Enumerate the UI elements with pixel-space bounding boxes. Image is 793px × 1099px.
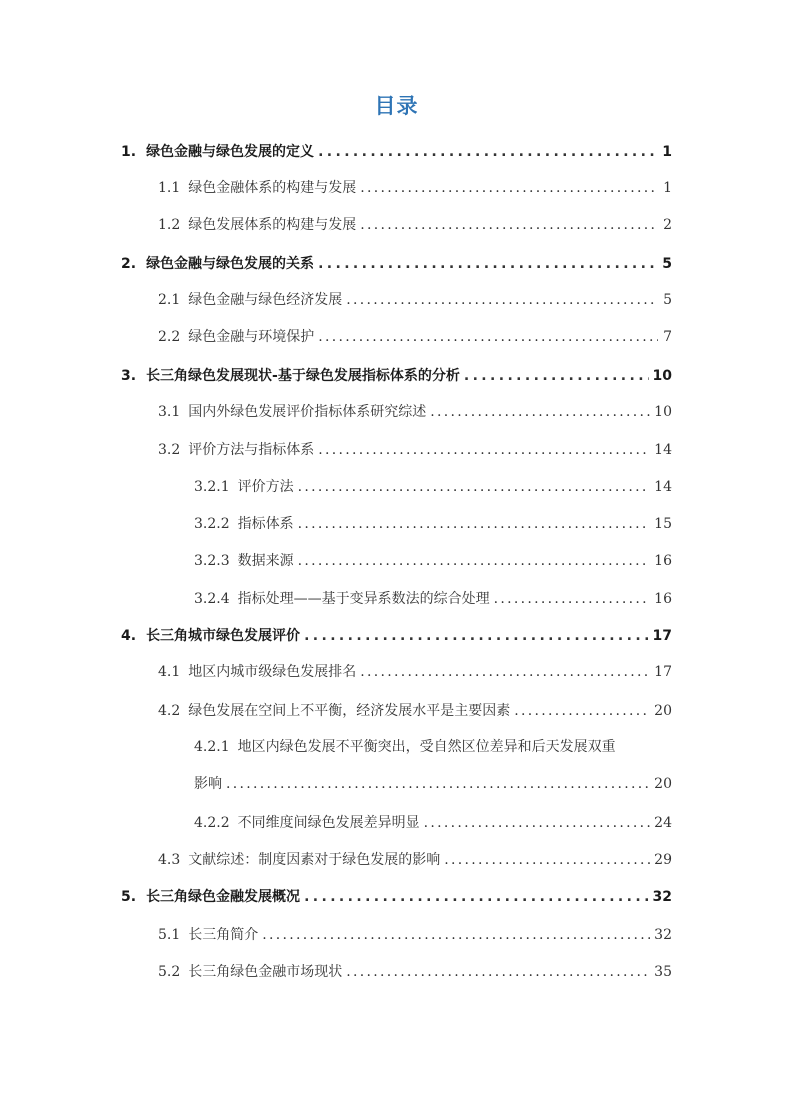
- toc-number: 4.: [121, 628, 137, 644]
- toc-number: 2.: [121, 256, 137, 272]
- toc-text: 绿色发展在空间上不平衡，经济发展水平是主要因素: [188, 703, 511, 719]
- toc-text: 评价方法: [237, 479, 294, 495]
- toc-text: 影响: [194, 776, 222, 792]
- toc-entry-5-2[interactable]: [158, 961, 672, 983]
- toc-entry-1-2[interactable]: [158, 214, 672, 236]
- toc-entry-3[interactable]: [121, 365, 672, 387]
- toc-number: 1.1: [158, 180, 181, 196]
- toc-page-number: 15: [654, 516, 672, 532]
- toc-text: 指标处理——基于变异系数法的综合处理: [237, 591, 490, 607]
- toc-text: 长三角绿色发展现状-基于绿色发展指标体系的分析: [146, 368, 460, 384]
- toc-leader: [464, 365, 649, 387]
- toc-leader: [318, 439, 650, 461]
- toc-leader: [298, 513, 651, 535]
- toc-page-number: 5: [662, 256, 672, 272]
- toc-text: 长三角绿色金融市场现状: [188, 964, 343, 980]
- toc-number: 3.2.4: [194, 591, 230, 607]
- toc-entry-2[interactable]: [121, 253, 672, 275]
- toc-entry-5-1[interactable]: [158, 924, 672, 946]
- toc-leader: [424, 812, 651, 834]
- toc-text: 评价方法与指标体系: [188, 442, 315, 458]
- toc-number: 4.2: [158, 703, 181, 719]
- toc-page-number: 14: [654, 479, 672, 495]
- toc-entry-3-2-1[interactable]: [194, 476, 672, 498]
- toc-leader: [304, 886, 648, 908]
- toc-leader: [430, 401, 650, 423]
- toc-page-number: 32: [652, 889, 672, 905]
- toc-number: 3.2: [158, 442, 181, 458]
- toc-number: 2.1: [158, 292, 181, 308]
- toc-number: 4.2.2: [194, 815, 230, 831]
- toc-number: 3.2.3: [194, 553, 230, 569]
- toc-entry-3-2-2[interactable]: [194, 513, 672, 535]
- toc-leader: [346, 289, 658, 311]
- toc-number: 4.1: [158, 664, 181, 680]
- toc-number: 1.: [121, 144, 137, 160]
- toc-text: 地区内绿色发展不平衡突出，受自然区位差异和后天发展双重: [237, 739, 616, 755]
- toc-leader: [444, 849, 650, 871]
- toc-leader: [514, 700, 650, 722]
- toc-text: 国内外绿色发展评价指标体系研究综述: [188, 404, 427, 420]
- toc-entry-2-2[interactable]: [158, 326, 672, 348]
- toc-entry-4-2-1-line1[interactable]: [194, 736, 672, 758]
- toc-page-number: 2: [663, 217, 672, 233]
- toc-entry-4[interactable]: [121, 625, 672, 647]
- toc-number: 5.2: [158, 964, 181, 980]
- toc-leader: [346, 961, 650, 983]
- toc-number: 3.2.2: [194, 516, 230, 532]
- toc-leader: [226, 773, 650, 795]
- toc-text: 绿色金融与绿色发展的定义: [146, 144, 315, 160]
- toc-text: 长三角绿色金融发展概况: [146, 889, 301, 905]
- toc-page-number: 1: [663, 180, 672, 196]
- toc-page-number: 14: [654, 442, 672, 458]
- toc-number: 1.2: [158, 217, 181, 233]
- toc-text: 指标体系: [237, 516, 294, 532]
- toc-entry-4-2[interactable]: [158, 700, 672, 722]
- toc-entry-4-2-2[interactable]: [194, 812, 672, 834]
- toc-entry-1-1[interactable]: [158, 177, 672, 199]
- toc-number: 4.2.1: [194, 739, 230, 755]
- toc-page-number: 20: [654, 703, 672, 719]
- toc-entry-3-2[interactable]: [158, 439, 672, 461]
- toc-page-number: 24: [654, 815, 672, 831]
- toc-text: 数据来源: [237, 553, 294, 569]
- toc-leader: [494, 588, 651, 610]
- toc-text: 绿色金融与绿色发展的关系: [146, 256, 315, 272]
- toc-number: 3.: [121, 368, 137, 384]
- toc-text: 地区内城市级绿色发展排名: [188, 664, 357, 680]
- toc-number: 5.: [121, 889, 137, 905]
- toc-page-number: 16: [654, 591, 672, 607]
- toc-entry-3-2-3[interactable]: [194, 550, 672, 572]
- toc-page-number: 20: [654, 776, 672, 792]
- toc-page-number: 10: [654, 404, 672, 420]
- toc-page-number: 17: [652, 628, 672, 644]
- toc-leader: [318, 141, 658, 163]
- toc-text: 绿色金融与绿色经济发展: [188, 292, 343, 308]
- toc-page-number: 35: [654, 964, 672, 980]
- toc-text: 文献综述：制度因素对于绿色发展的影响: [188, 852, 441, 868]
- toc-entry-4-2-1-line2[interactable]: [194, 773, 672, 795]
- toc-leader: [360, 661, 650, 683]
- toc-page-number: 17: [654, 664, 672, 680]
- toc-text: 绿色发展体系的构建与发展: [188, 217, 357, 233]
- toc-number: 4.3: [158, 852, 181, 868]
- toc-entry-4-3[interactable]: [158, 849, 672, 871]
- toc-number: 5.1: [158, 927, 181, 943]
- toc-page-number: 29: [654, 852, 672, 868]
- toc-leader: [298, 476, 651, 498]
- toc-leader: [360, 177, 658, 199]
- toc-entry-1[interactable]: [121, 141, 672, 163]
- toc-leader: [318, 253, 658, 275]
- toc-page-number: 16: [654, 553, 672, 569]
- toc-number: 2.2: [158, 329, 181, 345]
- toc-leader: [360, 214, 658, 236]
- toc-number: 3.2.1: [194, 479, 230, 495]
- toc-leader: [304, 625, 648, 647]
- toc-text: 不同维度间绿色发展差异明显: [237, 815, 420, 831]
- toc-leader: [262, 924, 650, 946]
- toc-entry-2-1[interactable]: [158, 289, 672, 311]
- toc-entry-3-2-4[interactable]: [194, 588, 672, 610]
- toc-text: 绿色金融与环境保护: [188, 329, 315, 345]
- toc-leader: [318, 326, 658, 348]
- toc-page-number: 10: [652, 368, 672, 384]
- toc-text: 绿色金融体系的构建与发展: [188, 180, 357, 196]
- toc-page-number: 1: [662, 144, 672, 160]
- toc-entry-4-1[interactable]: [158, 661, 672, 683]
- toc-leader: [298, 550, 651, 572]
- toc-title: 目录: [374, 94, 419, 118]
- toc-entry-5[interactable]: [121, 886, 672, 908]
- toc-page-number: 5: [663, 292, 672, 308]
- toc-text: 长三角城市绿色发展评价: [146, 628, 301, 644]
- toc-page-number: 7: [663, 329, 672, 345]
- toc-text: 长三角简介: [188, 927, 259, 943]
- toc-page-number: 32: [654, 927, 672, 943]
- toc-number: 3.1: [158, 404, 181, 420]
- toc-entry-3-1[interactable]: [158, 401, 672, 423]
